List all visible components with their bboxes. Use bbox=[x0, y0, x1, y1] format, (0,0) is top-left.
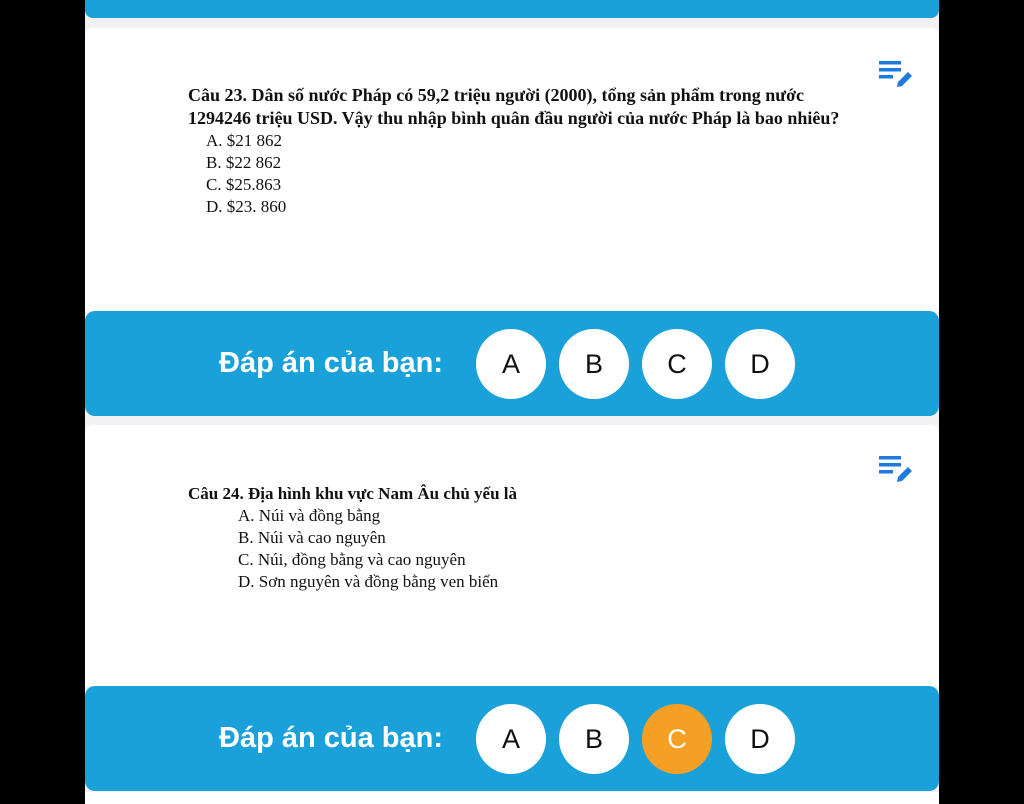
option-a-text: A. Núi và đồng bằng bbox=[238, 506, 381, 525]
option-d-text: D. $23. 860 bbox=[206, 197, 287, 216]
question-24-text bbox=[188, 482, 708, 593]
option-a-text: A. $21 862 bbox=[206, 131, 283, 150]
option-c-text: C. $25.863 bbox=[206, 175, 282, 194]
previous-answer-bar bbox=[85, 0, 939, 18]
option-b-text: B. Núi và cao nguyên bbox=[238, 528, 386, 547]
answer-label: Đáp án của bạn: bbox=[219, 722, 443, 754]
next-card-edge bbox=[85, 792, 939, 804]
choice-a-button[interactable]: A bbox=[476, 704, 546, 774]
quiz-page bbox=[85, 0, 939, 804]
answer-bar-23 bbox=[85, 311, 939, 416]
edit-note-icon[interactable] bbox=[875, 450, 915, 490]
choice-c-button-selected[interactable]: C bbox=[642, 704, 712, 774]
choice-d-button[interactable]: D bbox=[725, 329, 795, 399]
option-d-text: D. Sơn nguyên và đồng bằng ven biển bbox=[238, 572, 499, 591]
choice-d-button[interactable]: D bbox=[725, 704, 795, 774]
question-line: Câu 24. Địa hình khu vực Nam Âu chủ yếu là bbox=[188, 484, 518, 503]
answer-bar-24 bbox=[85, 686, 939, 791]
question-line: 1294246 triệu USD. Vậy thu nhập bình quân đầu người của nước Pháp là bao nhiêu? bbox=[188, 108, 840, 128]
choice-b-button[interactable]: B bbox=[559, 329, 629, 399]
choice-b-button[interactable]: B bbox=[559, 704, 629, 774]
choice-c-button[interactable]: C bbox=[642, 329, 712, 399]
choice-a-button[interactable]: A bbox=[476, 329, 546, 399]
question-23-text bbox=[188, 84, 908, 218]
question-line: Câu 23. Dân số nước Pháp có 59,2 triệu người (2000), tổng sản phẩm trong nước bbox=[188, 85, 805, 105]
option-b-text: B. $22 862 bbox=[206, 153, 282, 172]
option-c-text: C. Núi, đồng bằng và cao nguyên bbox=[238, 550, 466, 569]
answer-label: Đáp án của bạn: bbox=[219, 347, 443, 379]
